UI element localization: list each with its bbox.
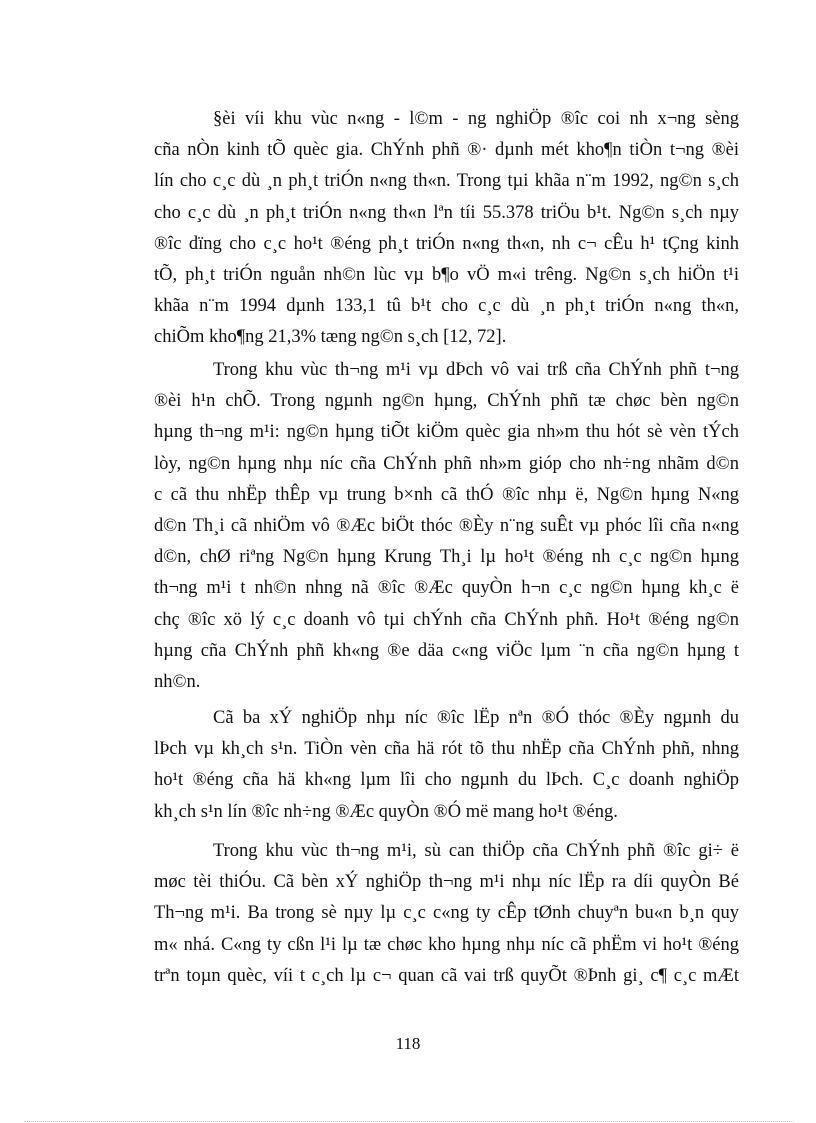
text-line: Cã ba xÝ nghiÖp nhµ níc ®îc lËp nªn ®Ó thóc ®Èy ngµnh du: [213, 708, 739, 728]
text-line: d©n Th¸i cã nhiÖm vô ®Æc biÖt thóc ®Èy n¨ng suÊt vµ phóc lîi cña n«ng: [154, 515, 739, 536]
text-line: ®èi h¹n chÕ. Trong ngµnh ng©n hµng, ChÝnh phñ tæ chøc bèn ng©n: [154, 391, 739, 412]
text-line: ho¹t ®éng cña hä kh«ng lµm lîi cho ngµnh du lÞch. C¸c doanh nghiÖp: [154, 770, 739, 791]
page-bottom-divider: [24, 1121, 794, 1122]
page-number: 118: [395, 1034, 421, 1053]
text-line: nh©n.: [154, 671, 201, 692]
text-line: kh¸ch s¹n lín ®îc nh÷ng ®Æc quyÒn ®Ó më mang ho¹t ®éng.: [154, 801, 618, 822]
text-line: cña nÒn kinh tÕ quèc gia. ChÝnh phñ ®· dµnh mét kho¶n tiÒn t¬ng ®èi: [154, 140, 739, 161]
text-line: hµng cña ChÝnh phñ kh«ng ®e däa c«ng viÖc lµm ¨n cña ng©n hµng t: [154, 640, 739, 661]
paragraph-3: [154, 703, 739, 828]
text-line: Th¬ng m¹i. Ba trong sè nµy lµ c¸c c«ng ty cÊp tØnh chuyªn bu«n b¸n quy: [154, 903, 739, 924]
text-line: Trong khu vùc th¬ng m¹i, sù can thiÖp cña ChÝnh phñ ®îc gi÷ ë: [213, 841, 739, 861]
text-line: trªn toµn quèc, víi t c¸ch lµ c¬ quan cã vai trß quyÕt ®Þnh gi¸ c¶ c¸c mÆt: [154, 965, 739, 986]
text-line: hµng th¬ng m¹i: ng©n hµng tiÕt kiÖm quèc gia nh»m thu hót sè vèn tÝch: [154, 422, 739, 443]
text-line: møc tèi thiÓu. Cã bèn xÝ nghiÖp th¬ng m¹i nhµ níc lËp ra díi quyÒn Bé: [154, 872, 739, 893]
text-line: d©n, chØ riªng Ng©n hµng Krung Th¸i lµ ho¹t ®éng nh c¸c ng©n hµng: [154, 547, 739, 568]
text-line: c cã thu nhËp thÊp vµ trung b×nh cã thÓ ®îc nhµ ë, Ng©n hµng N«ng: [154, 484, 739, 505]
text-line: lÞch vµ kh¸ch s¹n. TiÒn vèn cña hä rót tõ thu nhËp cña ChÝnh phñ, nhng: [154, 739, 739, 760]
text-line: khãa n¨m 1994 dµnh 133,1 tû b¹t cho c¸c dù ¸n ph¸t triÓn n«ng th«n,: [154, 296, 739, 317]
text-line: cho c¸c dù ¸n ph¸t triÓn n«ng th«n lªn tíi 55.378 triÖu b¹t. Ng©n s¸ch nµy: [154, 202, 739, 223]
text-line: Trong khu vùc th¬ng m¹i vµ dÞch vô vai trß cña ChÝnh phñ t¬ng: [213, 360, 739, 380]
text-line: tÕ, ph¸t triÓn nguån nh©n lùc vµ b¶o vÖ m«i trêng. Ng©n s¸ch hiÖn t¹i: [154, 264, 739, 285]
text-line: lín cho c¸c dù ¸n ph¸t triÓn n«ng th«n. Trong tµi khãa n¨m 1992, ng©n s¸ch: [154, 171, 739, 192]
text-line: m« nhá. C«ng ty cßn l¹i lµ tæ chøc kho hµng nhµ níc cã phËm vi ho¹t ®éng: [154, 934, 739, 955]
paragraph-1: [154, 104, 739, 354]
text-line: ®îc dïng cho c¸c ho¹t ®éng ph¸t triÓn n«ng th«n, nh c¬ cÊu h¹ tÇng kinh: [154, 233, 739, 254]
paragraph-2: [154, 355, 739, 698]
text-line: chiÕm kho¶ng 21,3% tæng ng©n s¸ch [12, 72].: [154, 327, 507, 348]
text-line: chç ®îc xö lý c¸c doanh vô tµi chÝnh cña ChÝnh phñ. Ho¹t ®éng ng©n: [154, 609, 739, 630]
text-line: lòy, ng©n hµng nhµ níc cña ChÝnh phñ nh»m gióp cho nh÷ng nhãm d©n: [154, 453, 739, 474]
text-line: th¬ng m¹i t nh©n nhng nã ®îc ®Æc quyÒn h¬n c¸c ng©n hµng kh¸c ë: [154, 578, 739, 599]
paragraph-4: [154, 836, 739, 992]
text-line: §èi víi khu vùc n«ng - l©m - ng nghiÖp ®îc coi nh x¬ng sèng: [213, 109, 739, 129]
